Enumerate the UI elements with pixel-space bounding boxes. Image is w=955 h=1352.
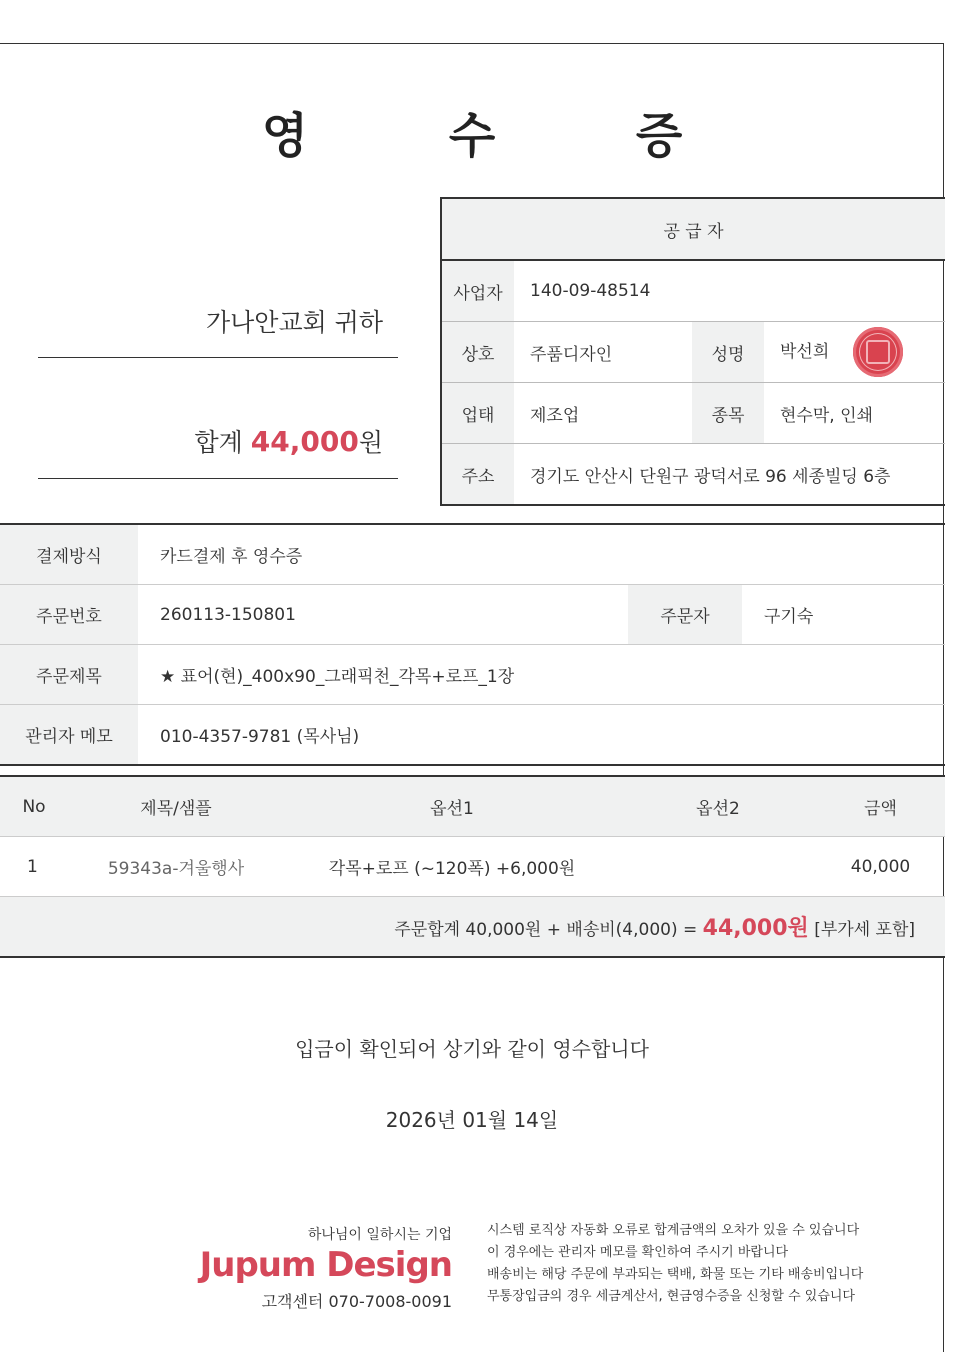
payment-label: 결제방식: [0, 524, 138, 585]
row-option1: 각목+로프 (~120폭) +6,000원: [284, 837, 620, 897]
divider: [38, 478, 398, 479]
owner-label: 성명: [692, 322, 764, 383]
order-info-table: [0, 523, 945, 766]
summary-total: 44,000원: [702, 916, 809, 941]
receipt-date: 2026년 01월 14일: [385, 1108, 559, 1132]
owner-cell: [764, 322, 945, 383]
table-row: [0, 837, 945, 897]
memo-label: 관리자 메모: [0, 705, 138, 766]
customer-name: 가나안교회 귀하: [206, 308, 383, 337]
row-amount: 40,000: [816, 837, 945, 897]
summary-prefix: 주문합계 40,000원 + 배송비(4,000) =: [394, 920, 698, 940]
note-line: 무통장입금의 경우 세금계산서, 현금영수증을 신청할 수 있습니다: [487, 1289, 855, 1304]
supplier-table: [440, 197, 945, 506]
customer-total: [195, 423, 383, 459]
seal-stamp-icon: [853, 327, 903, 377]
footer-notes: [487, 1220, 863, 1308]
company-label: 상호: [441, 322, 514, 383]
order-no: 260113-150801: [138, 585, 628, 645]
note-line: 시스템 로직상 자동화 오류로 합계금액의 오차가 있을 수 있습니다: [487, 1223, 860, 1238]
address-label: 주소: [441, 444, 514, 506]
summary-row: [0, 897, 945, 958]
brand-logo: Jupum Design: [199, 1245, 452, 1285]
orderer-label: 주문자: [628, 585, 742, 645]
payment-method: 카드결제 후 영수증: [138, 524, 945, 585]
row-title: 59343a-겨울행사: [68, 837, 284, 897]
company-name: 주품디자인: [514, 322, 692, 383]
col-header-no: No: [0, 776, 68, 837]
items-table: [0, 775, 945, 958]
category-label: 종목: [692, 383, 764, 444]
confirm-text: 입금이 확인되어 상기와 같이 영수합니다: [295, 1037, 649, 1061]
total-label: 합계: [194, 428, 243, 457]
company-slogan: 하나님이 일하시는 기업: [307, 1227, 452, 1243]
admin-memo: 010-4357-9781 (목사님): [160, 727, 360, 747]
receipt-title: 영 수 증: [261, 108, 745, 164]
note-line: 이 경우에는 관리자 메모를 확인하여 주시기 바랍니다: [487, 1245, 789, 1260]
category: 현수막, 인쇄: [764, 383, 945, 444]
total-unit: 원: [358, 428, 383, 457]
owner-name: 박선희: [780, 342, 830, 362]
col-header-amount: 금액: [816, 776, 945, 837]
orderer: 구기숙: [742, 585, 945, 645]
order-title-label: 주문제목: [0, 645, 138, 705]
biz-no-label: 사업자: [441, 260, 514, 322]
col-header-option1: 옵션1: [284, 776, 620, 837]
biz-no: 140-09-48514: [514, 260, 945, 322]
supplier-header: 공 급 자: [441, 198, 945, 260]
summary-cell: [0, 897, 945, 958]
biz-type: 제조업: [514, 383, 692, 444]
address: 경기도 안산시 단원구 광덕서로 96 세종빌딩 6층: [530, 466, 891, 487]
total-amount: 44,000: [250, 425, 359, 458]
divider: [38, 357, 398, 358]
customer-center-phone: 고객센터 070-7008-0091: [261, 1292, 452, 1311]
note-line: 배송비는 해당 주문에 부과되는 택배, 화물 또는 기타 배송비입니다: [487, 1267, 864, 1282]
row-no: 1: [0, 837, 68, 897]
biz-type-label: 업태: [441, 383, 514, 444]
col-header-title: 제목/샘플: [68, 776, 284, 837]
order-title: ★ 표어(현)_400x90_그래픽천_각목+로프_1장: [138, 645, 945, 705]
row-option2: [620, 837, 816, 897]
summary-suffix: [부가세 포함]: [814, 920, 915, 940]
col-header-option2: 옵션2: [620, 776, 816, 837]
order-no-label: 주문번호: [0, 585, 138, 645]
